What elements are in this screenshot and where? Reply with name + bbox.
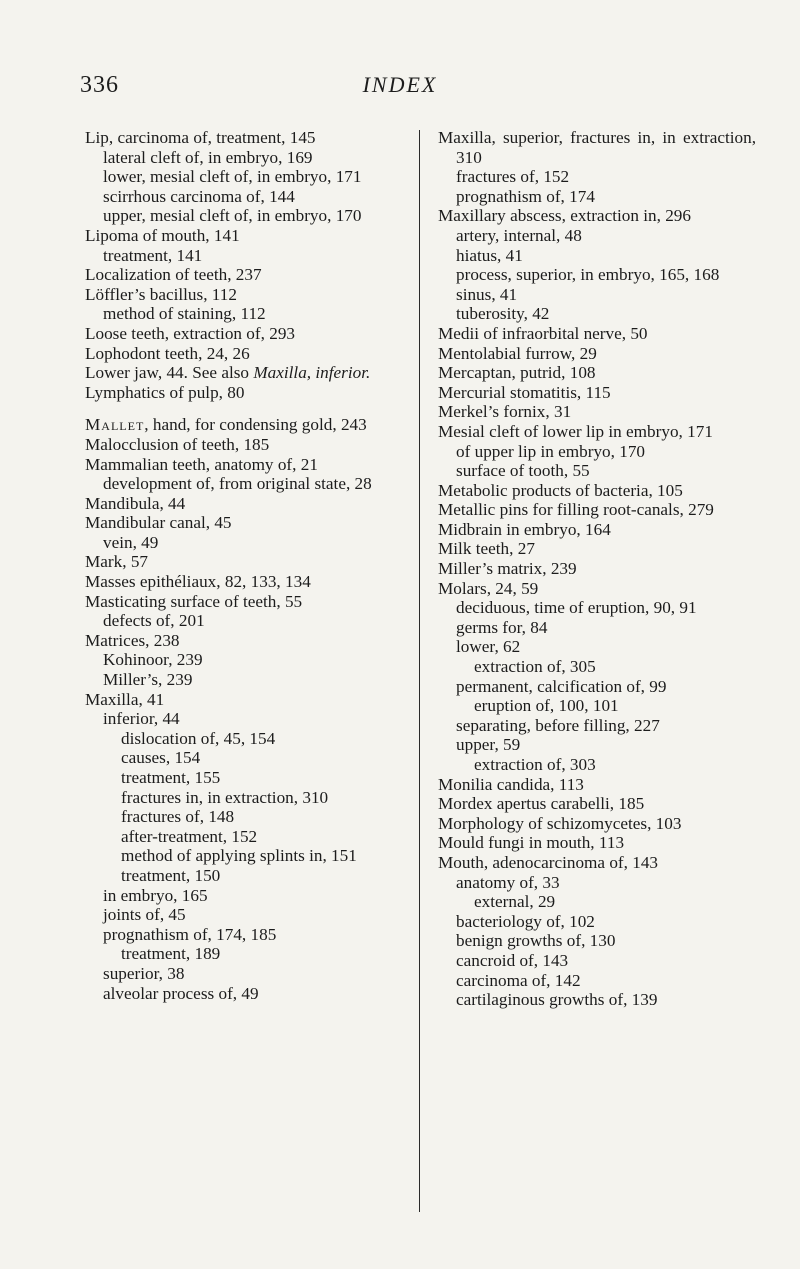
index-entry-text: cartilaginous growths of, 139 [456,990,658,1010]
index-entry-text: joints of, 45 [103,905,186,925]
index-entry [85,533,401,553]
index-entry-text: inferior, 44 [103,709,180,729]
index-entry [438,912,756,932]
index-entry-text: Maxilla, superior, fractures in, in extraction, 310 [438,128,756,167]
index-entry-text: Lipoma of mouth, 141 [85,225,240,245]
index-entry [438,265,756,285]
index-entry-text: Mercaptan, putrid, 108 [438,363,596,383]
index-entry-text: permanent, calcification of, 99 [456,676,667,696]
index-entry-text: anatomy of, 33 [456,872,560,892]
index-entry [438,794,756,814]
index-entry [85,886,401,906]
index-entry [438,206,756,226]
index-entry-text: Mandibular canal, 45 [85,513,232,533]
index-entry-text: Malocclusion of teeth, 185 [85,434,270,454]
index-entry-text: Metabolic products of bacteria, 105 [438,480,683,500]
index-entry-text: method of applying splints in, 151 [121,846,357,866]
index-entry [85,494,401,514]
index-entry [438,579,756,599]
index-entry [85,690,401,710]
index-entry-text: Metallic pins for filling root-canals, 279 [438,500,714,520]
index-entry-text: Midbrain in embryo, 164 [438,519,611,539]
index-entry-text: fractures of, 152 [456,167,570,187]
index-entry-text: Maxilla, 41 [85,689,165,709]
index-entry-text: Löffler’s bacillus, 112 [85,284,237,304]
index-entry [85,709,401,729]
index-entry [438,696,756,716]
index-entry [438,833,756,853]
index-entry [438,931,756,951]
index-entry [85,167,401,187]
index-entry-text: causes, 154 [121,748,201,768]
index-entry-text: extraction of, 303 [474,755,596,774]
index-entry-text: lower, 62 [456,637,521,657]
index-entry-text: Monilia candida, 113 [438,774,584,794]
index-entry-text: Mandibula, 44 [85,493,186,513]
index-entry [85,324,401,344]
index-entry [85,807,401,827]
index-entry [85,383,401,403]
index-entry [85,435,401,455]
index-entry-text: germs for, 84 [456,617,548,637]
index-entry-text: prognathism of, 174 [456,186,595,206]
index-entry-text: after-treatment, 152 [121,826,258,846]
index-entry-text: Mesial cleft of lower lip in embryo, 171 [438,421,713,441]
index-entry [438,422,756,442]
index-entry-text: Lower jaw, 44. See also [85,363,254,383]
index-entry [85,670,401,690]
index-entry-text: Maxillary abscess, extraction in, 296 [438,206,691,226]
index-entry-text: lower, mesial cleft of, in embryo, 171 [103,167,362,187]
index-entry-text: carcinoma of, 142 [456,970,581,990]
index-entry-tail: , hand, for condensing gold, 243 [144,415,367,435]
index-entry-text: Localization of teeth, 237 [85,265,262,285]
index-entry [85,128,401,148]
index-entry-text: Masses epithéliaux, 82, 133, 134 [85,572,311,592]
index-entry-text: artery, internal, 48 [456,225,582,245]
index-entry [85,285,401,305]
index-entry [85,768,401,788]
index-entry-text: dislocation of, 45, 154 [121,728,276,748]
index-entry [438,539,756,559]
index-entry [85,148,401,168]
index-entry [438,304,756,324]
index-entry-text: fractures of, 148 [121,807,235,827]
index-entry-text: Lymphatics of pulp, 80 [85,382,245,402]
index-entry-text: vein, 49 [103,532,159,552]
index-entry [85,748,401,768]
index-entry-text: Mercurial stomatitis, 115 [438,382,611,402]
index-entry [438,383,756,403]
index-entry-text: upper, mesial cleft of, in embryo, 170 [103,206,362,226]
index-entry-text: scirrhous carcinoma of, 144 [103,186,295,206]
index-entry [438,873,756,893]
index-entry-text: Miller’s, 239 [103,670,193,690]
index-entry [438,618,756,638]
index-entry [85,827,401,847]
index-entry [85,650,401,670]
index-entry-text: treatment, 189 [121,944,221,964]
index-entry-text: Milk teeth, 27 [438,539,535,559]
index-entry [85,905,401,925]
index-entry [85,226,401,246]
index-entry-text: fractures in, in extraction, 310 [121,787,329,807]
index-entry-text: surface of tooth, 55 [456,461,590,481]
index-entry [438,324,756,344]
index-entry [85,474,401,494]
index-entry [85,415,401,435]
index-entry [85,455,401,475]
index-entry-text: treatment, 155 [121,768,221,787]
index-entry-text: in embryo, 165 [103,885,208,905]
index-entry-text: method of staining, 112 [103,304,266,324]
index-entry [85,592,401,612]
index-entry [438,285,756,305]
index-entry [85,363,401,383]
index-entry [85,187,401,207]
index-entry [85,925,401,945]
index-entry-text: cancroid of, 143 [456,950,569,970]
index-entry [438,951,756,971]
index-entry [85,788,401,808]
index-entry [438,735,756,755]
index-entry-text: superior, 38 [103,963,185,983]
index-entry-cross-reference: Maxilla, inferior. [253,363,371,383]
index-entry [85,206,401,226]
index-entry [85,964,401,984]
index-entry-text: upper, 59 [456,735,521,755]
index-entry-text: Miller’s matrix, 239 [438,559,577,579]
index-entry [85,984,401,1004]
index-entry [438,755,756,775]
index-entry-text: benign growths of, 130 [456,931,616,951]
running-title: INDEX [362,72,438,97]
index-entry [85,304,401,324]
index-entry [438,520,756,540]
index-entry-text: Mould fungi in mouth, 113 [438,833,625,853]
index-entry-text: Mammalian teeth, anatomy of, 21 [85,454,318,474]
index-entry [438,637,756,657]
index-entry [85,866,401,886]
index-column-left [85,128,401,1003]
index-entry-text: separating, before filling, 227 [456,715,660,735]
index-entry [85,944,401,964]
index-entry-text: lateral cleft of, in embryo, 169 [103,147,313,167]
index-entry [85,513,401,533]
index-entry-text: Masticating surface of teeth, 55 [85,591,303,611]
index-entry-text: development of, from original state, 28 [103,474,372,494]
index-entry-text: treatment, 150 [121,865,221,885]
index-entry [438,246,756,266]
index-entry [85,729,401,749]
index-entry-text: of upper lip in embryo, 170 [456,441,646,461]
index-entry [438,363,756,383]
index-entry-text: sinus, 41 [456,284,518,304]
index-entry-text: Mentolabial furrow, 29 [438,343,597,363]
index-entry [438,402,756,422]
index-entry [438,814,756,834]
index-entry-text: treatment, 141 [103,245,203,265]
index-entry-text: Mouth, adenocarcinoma of, 143 [438,852,659,872]
index-entry-text: deciduous, time of eruption, 90, 91 [456,598,697,618]
index-entry [85,246,401,266]
index-entry-text: Mallet [85,415,145,435]
index-entry [438,167,756,187]
index-entry-text: Lip, carcinoma of, treatment, 145 [85,128,316,147]
index-entry [438,500,756,520]
index-entry [438,128,756,167]
index-entry-text: defects of, 201 [103,611,205,631]
index-entry [438,559,756,579]
index-entry [438,442,756,462]
index-column-right [438,128,756,1010]
index-entry-text: Morphology of schizomycetes, 103 [438,813,682,833]
index-entry [438,677,756,697]
index-entry [438,853,756,873]
index-entry [85,611,401,631]
index-entry [85,846,401,866]
index-entry-text: Lophodont teeth, 24, 26 [85,343,250,363]
index-entry [438,990,756,1010]
index-entry-text: Loose teeth, extraction of, 293 [85,323,296,343]
index-entry [438,226,756,246]
index-entry-text: alveolar process of, 49 [103,983,259,1003]
index-entry-text: eruption of, 100, 101 [474,696,619,716]
index-entry [85,631,401,651]
index-entry-text: bacteriology of, 102 [456,911,595,931]
page-number: 336 [80,72,119,98]
index-entry-text: Mordex apertus carabelli, 185 [438,794,645,814]
index-entry [438,716,756,736]
index-entry [85,572,401,592]
index-entry-text: hiatus, 41 [456,245,523,265]
index-entry [438,971,756,991]
index-entry-text: process, superior, in embryo, 165, 168 [456,265,720,285]
index-entry-text: Kohinoor, 239 [103,650,203,670]
index-entry-text: external, 29 [474,892,556,912]
index-entry [438,344,756,364]
index-entry [438,657,756,677]
index-entry-text: Merkel’s fornix, 31 [438,402,572,422]
index-entry-text: extraction of, 305 [474,657,596,677]
index-entry-text: prognathism of, 174, 185 [103,924,277,944]
index-entry [85,344,401,364]
index-entry [85,552,401,572]
index-entry-text: Mark, 57 [85,552,149,572]
index-entry [438,598,756,618]
index-entry [438,461,756,481]
index-entry [438,892,756,912]
index-entry [438,775,756,795]
column-divider [419,130,420,1212]
index-entry [438,187,756,207]
index-entry [85,265,401,285]
index-entry-text: tuberosity, 42 [456,304,550,324]
page-header [0,72,800,102]
index-entry-text: Matrices, 238 [85,630,180,650]
index-entry-text: Molars, 24, 59 [438,578,539,598]
index-entry-text: Medii of infraorbital nerve, 50 [438,323,648,343]
index-entry [438,481,756,501]
